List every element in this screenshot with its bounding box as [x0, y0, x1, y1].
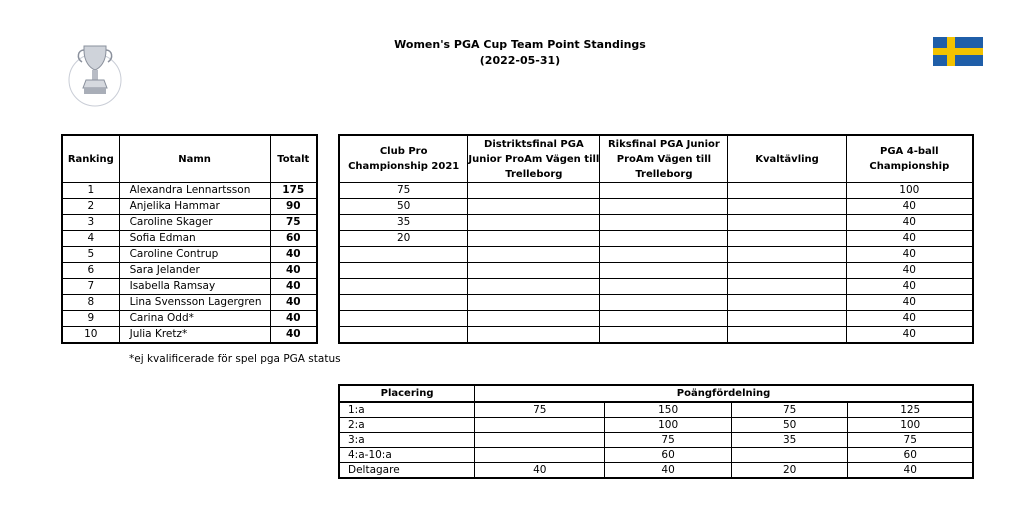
points-cell: 40 — [475, 463, 605, 479]
points-cell: 20 — [731, 463, 848, 479]
event-points-cell — [468, 199, 600, 215]
header-poangfordelning: Poängfördelning — [475, 385, 973, 402]
event-points-cell — [728, 247, 846, 263]
table-row — [62, 199, 317, 215]
points-cell: 75 — [605, 433, 731, 448]
event-points-cell — [468, 311, 600, 327]
total-cell: 40 — [270, 263, 317, 279]
header-riksfinal: Riksfinal PGA Junior ProAm Vägen till Trelleborg — [600, 135, 728, 183]
event-points-cell — [728, 215, 846, 231]
total-cell: 40 — [270, 295, 317, 311]
rank-cell: 3 — [62, 215, 119, 231]
placement-cell: 3:a — [339, 433, 475, 448]
event-points-cell — [728, 231, 846, 247]
event-points-cell — [600, 215, 728, 231]
header-club-pro: Club Pro Championship 2021 — [339, 135, 468, 183]
header-ranking: Ranking — [62, 135, 119, 183]
points-cell: 125 — [848, 402, 973, 418]
table-row — [339, 199, 973, 215]
event-points-cell — [339, 327, 468, 344]
event-points-cell — [600, 183, 728, 199]
name-cell: Caroline Skager — [119, 215, 270, 231]
header-namn: Namn — [119, 135, 270, 183]
points-cell — [475, 448, 605, 463]
table-row — [339, 327, 973, 344]
header-kvaltavling: Kvaltävling — [728, 135, 846, 183]
rank-cell: 6 — [62, 263, 119, 279]
rank-cell: 2 — [62, 199, 119, 215]
points-cell: 35 — [731, 433, 848, 448]
table-row — [62, 183, 317, 199]
table-row — [62, 295, 317, 311]
table-row — [62, 263, 317, 279]
table-row — [62, 311, 317, 327]
table-row — [339, 448, 973, 463]
event-points-cell: 40 — [846, 279, 973, 295]
table-row — [339, 295, 973, 311]
name-cell: Lina Svensson Lagergren — [119, 295, 270, 311]
trophy-icon — [62, 42, 128, 114]
event-points-cell — [468, 183, 600, 199]
table-row — [339, 279, 973, 295]
table-row — [62, 327, 317, 344]
total-cell: 40 — [270, 279, 317, 295]
points-cell: 40 — [848, 463, 973, 479]
title-line-2: (2022-05-31) — [479, 54, 561, 67]
points-distribution-table — [338, 384, 974, 479]
points-cell — [475, 418, 605, 433]
event-points-cell — [468, 327, 600, 344]
table-row — [339, 231, 973, 247]
event-points-cell — [468, 231, 600, 247]
event-points-cell: 100 — [846, 183, 973, 199]
event-points-cell — [728, 183, 846, 199]
standings-table — [61, 134, 318, 344]
event-points-cell — [600, 311, 728, 327]
placement-cell: 4:a-10:a — [339, 448, 475, 463]
points-cell: 75 — [475, 402, 605, 418]
points-cell: 60 — [605, 448, 731, 463]
rank-cell: 10 — [62, 327, 119, 344]
points-cell: 60 — [848, 448, 973, 463]
name-cell: Julia Kretz* — [119, 327, 270, 344]
placement-cell: 2:a — [339, 418, 475, 433]
total-cell: 40 — [270, 327, 317, 344]
event-points-cell — [728, 263, 846, 279]
event-points-cell — [468, 247, 600, 263]
event-points-cell: 40 — [846, 199, 973, 215]
points-header-row — [339, 385, 973, 402]
flag-cross-horizontal — [933, 48, 983, 55]
event-points-cell: 20 — [339, 231, 468, 247]
table-row — [62, 279, 317, 295]
event-points-cell: 40 — [846, 231, 973, 247]
table-row — [339, 263, 973, 279]
sweden-flag-icon — [933, 37, 983, 66]
total-cell: 40 — [270, 247, 317, 263]
event-points-cell: 40 — [846, 263, 973, 279]
placement-cell: Deltagare — [339, 463, 475, 479]
event-points-cell — [728, 199, 846, 215]
title-line-1: Women's PGA Cup Team Point Standings — [394, 38, 646, 51]
header-pga-4-ball: PGA 4-ball Championship — [846, 135, 973, 183]
event-points-cell: 40 — [846, 295, 973, 311]
name-cell: Sara Jelander — [119, 263, 270, 279]
table-row — [339, 433, 973, 448]
event-points-cell — [728, 295, 846, 311]
event-points-cell — [600, 247, 728, 263]
table-row — [62, 231, 317, 247]
total-cell: 75 — [270, 215, 317, 231]
header-totalt: Totalt — [270, 135, 317, 183]
total-cell: 90 — [270, 199, 317, 215]
table-row — [62, 215, 317, 231]
event-points-cell: 35 — [339, 215, 468, 231]
event-points-cell — [339, 263, 468, 279]
name-cell: Anjelika Hammar — [119, 199, 270, 215]
event-points-cell: 40 — [846, 311, 973, 327]
name-cell: Sofia Edman — [119, 231, 270, 247]
placement-cell: 1:a — [339, 402, 475, 418]
event-points-cell — [468, 279, 600, 295]
points-cell — [475, 433, 605, 448]
event-points-cell: 50 — [339, 199, 468, 215]
total-cell: 40 — [270, 311, 317, 327]
event-points-cell: 40 — [846, 215, 973, 231]
rank-cell: 9 — [62, 311, 119, 327]
event-points-cell: 40 — [846, 327, 973, 344]
name-cell: Carina Odd* — [119, 311, 270, 327]
table-row — [62, 247, 317, 263]
event-points-cell — [339, 247, 468, 263]
name-cell: Caroline Contrup — [119, 247, 270, 263]
header-distriktsfinal: Distriktsfinal PGA Junior ProAm Vägen till Trelleborg — [468, 135, 600, 183]
event-points-cell — [728, 311, 846, 327]
rank-cell: 4 — [62, 231, 119, 247]
standings-header-row — [62, 135, 317, 183]
event-points-cell: 75 — [339, 183, 468, 199]
event-points-cell — [600, 279, 728, 295]
rank-cell: 8 — [62, 295, 119, 311]
event-points-cell — [728, 279, 846, 295]
footnote: *ej kvalificerade för spel pga PGA status — [129, 353, 341, 365]
event-points-cell — [468, 295, 600, 311]
points-cell: 40 — [605, 463, 731, 479]
event-points-cell — [339, 311, 468, 327]
event-points-cell — [600, 199, 728, 215]
points-cell: 75 — [731, 402, 848, 418]
event-points-cell: 40 — [846, 247, 973, 263]
rank-cell: 1 — [62, 183, 119, 199]
points-cell: 100 — [848, 418, 973, 433]
points-cell: 100 — [605, 418, 731, 433]
event-points-cell — [600, 263, 728, 279]
total-cell: 175 — [270, 183, 317, 199]
total-cell: 60 — [270, 231, 317, 247]
table-row — [339, 402, 973, 418]
rank-cell: 7 — [62, 279, 119, 295]
event-points-cell — [468, 263, 600, 279]
table-row — [339, 463, 973, 479]
event-points-cell — [600, 327, 728, 344]
header-placering: Placering — [339, 385, 475, 402]
event-points-cell — [728, 327, 846, 344]
name-cell: Alexandra Lennartsson — [119, 183, 270, 199]
points-cell: 50 — [731, 418, 848, 433]
points-cell — [731, 448, 848, 463]
flag-cross-vertical — [947, 37, 955, 66]
rank-cell: 5 — [62, 247, 119, 263]
event-points-cell — [600, 231, 728, 247]
events-header-row — [339, 135, 973, 183]
event-points-cell — [468, 215, 600, 231]
points-cell: 75 — [848, 433, 973, 448]
event-points-cell — [339, 295, 468, 311]
table-row — [339, 215, 973, 231]
womens-pga-cup-logo — [62, 42, 128, 114]
table-row — [339, 418, 973, 433]
event-points-table — [338, 134, 974, 344]
event-points-cell — [339, 279, 468, 295]
table-row — [339, 183, 973, 199]
page-title — [370, 37, 670, 69]
table-row — [339, 311, 973, 327]
name-cell: Isabella Ramsay — [119, 279, 270, 295]
event-points-cell — [600, 295, 728, 311]
points-cell: 150 — [605, 402, 731, 418]
table-row — [339, 247, 973, 263]
